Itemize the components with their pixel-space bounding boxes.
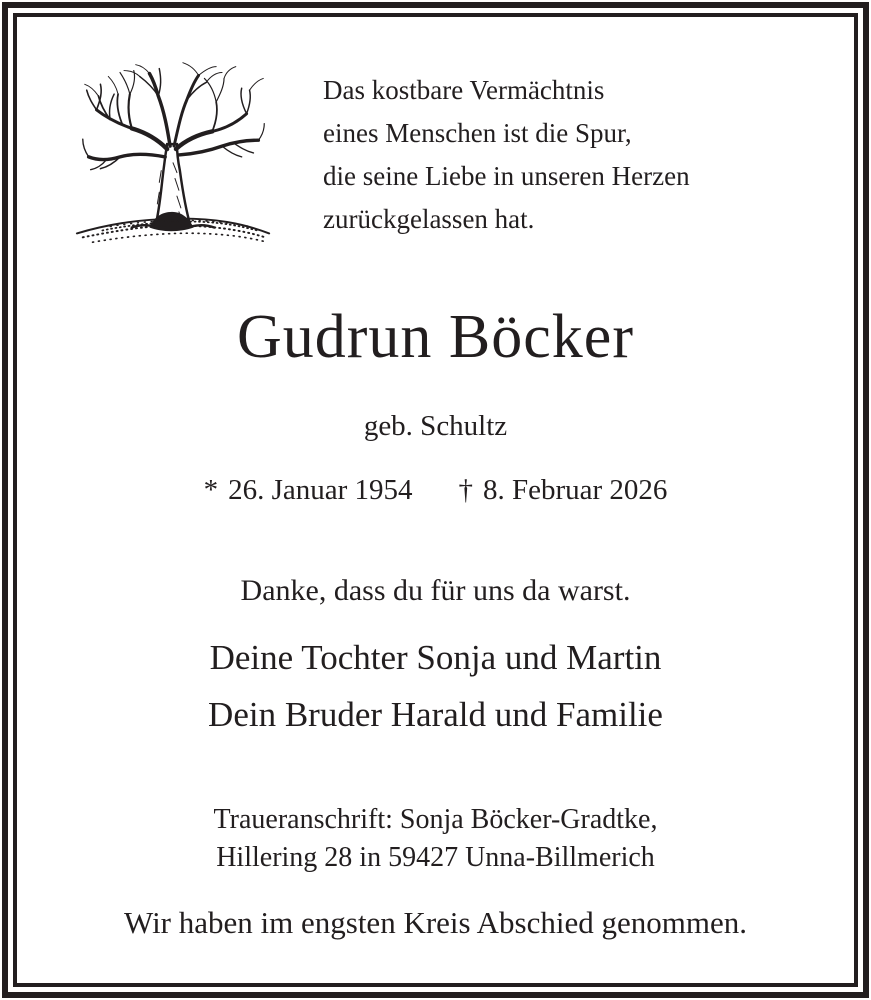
verse-line: Das kostbare Vermächtnis: [323, 75, 605, 105]
mourners-section: [17, 629, 854, 743]
birth-date: 26. Januar 1954: [228, 474, 413, 506]
maiden-name: geb. Schultz: [363, 410, 508, 442]
thanks-line: Danke, dass du für uns da warst.: [240, 574, 631, 607]
memorial-verse: [323, 69, 690, 241]
deceased-name: Gudrun Böcker: [237, 303, 634, 371]
bare-tree-icon: [71, 51, 277, 256]
mourning-address: [17, 801, 854, 877]
verse-line: zurückgelassen hat.: [323, 204, 535, 234]
closing-line: Wir haben im engsten Kreis Abschied genommen.: [124, 905, 747, 940]
obituary-content: [17, 17, 854, 983]
death-date-group: [459, 474, 668, 506]
verse-line: die seine Liebe in unseren Herzen: [323, 161, 690, 191]
address-line: Traueranschrift: Sonja Böcker-Gradtke,: [213, 804, 658, 835]
verse-line: eines Menschen ist die Spur,: [323, 118, 632, 148]
mourner-line: Deine Tochter Sonja und Martin: [209, 638, 662, 677]
death-cross-symbol: †: [458, 474, 473, 506]
death-date: 8. Februar 2026: [483, 474, 668, 506]
life-dates: [17, 471, 854, 509]
mourner-line: Dein Bruder Harald und Familie: [208, 695, 663, 734]
birth-star-symbol: *: [203, 474, 219, 506]
birth-date-group: [204, 474, 413, 506]
header-section: [17, 17, 854, 256]
address-line: Hillering 28 in 59427 Unna-Billmerich: [216, 842, 655, 873]
